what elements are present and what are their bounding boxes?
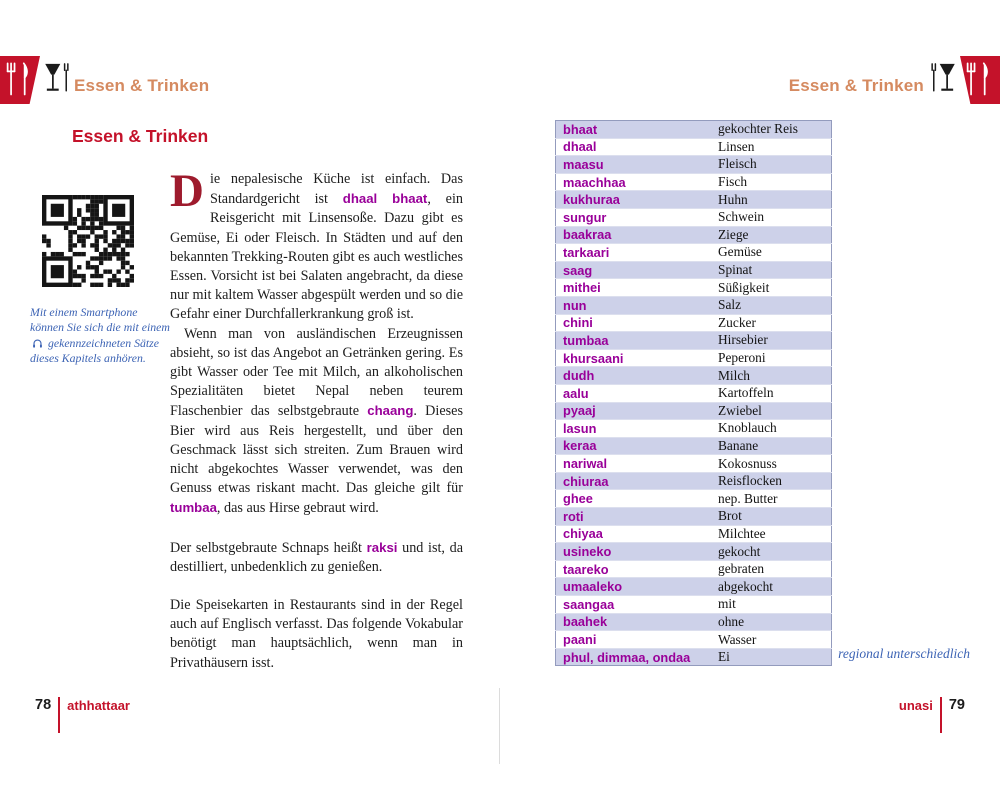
german-translation: Linsen [713,138,832,156]
vocab-table [555,120,832,666]
nepali-word: maachhaa [556,173,714,191]
german-translation: Peperoni [713,349,832,367]
vocab-table-body [556,121,832,666]
nepali-word: pyaaj [556,402,714,420]
nepali-word: keraa [556,437,714,455]
german-translation: Brot [713,508,832,526]
table-row [556,156,832,174]
table-row [556,138,832,156]
table-row [556,508,832,526]
nepali-word: kukhuraa [556,191,714,209]
german-translation: Kartoffeln [713,384,832,402]
german-translation: Schwein [713,208,832,226]
nepali-word: ghee [556,490,714,508]
nepali-word: chiuraa [556,472,714,490]
page-number: 79 [948,697,965,713]
table-row [556,279,832,297]
table-row [556,208,832,226]
table-row [556,613,832,631]
nepali-word: chini [556,314,714,332]
nepali-word: umaaleko [556,578,714,596]
table-row [556,226,832,244]
german-translation: Wasser [713,631,832,649]
german-translation: Ei [713,648,832,666]
paragraph [170,325,463,519]
german-translation: Ziege [713,226,832,244]
page-number-word: unasi [898,698,933,713]
german-translation: Reisflocken [713,472,832,490]
table-row [556,437,832,455]
table-row [556,244,832,262]
footer-divider [58,697,60,733]
nepali-word: nariwal [556,455,714,473]
german-translation: Hirsebier [713,332,832,350]
body-text: und ist, da destilliert, unbedenklich zu genießen. [170,539,463,575]
footer-left [35,697,130,733]
body-text-column [170,165,463,673]
paragraph [170,165,463,325]
drop-cap: D [170,165,204,217]
nepali-word: saag [556,261,714,279]
table-row [556,402,832,420]
nepali-term: dhaal bhaat [342,191,428,207]
german-translation: Süßigkeit [713,279,832,297]
nepali-word: maasu [556,156,714,174]
spread-fold-line [499,688,500,764]
table-row [556,367,832,385]
german-translation: ohne [713,613,832,631]
nepali-word: lasun [556,420,714,438]
page-number-word: athhattaar [67,698,130,713]
red-corner-flag [960,56,1000,104]
nepali-word: chiyaa [556,525,714,543]
nepali-word: dhaal [556,138,714,156]
table-row [556,525,832,543]
chapter-corner-right [926,56,1000,104]
goblet-fork-icon [42,58,70,102]
chapter-title: Essen & Trinken [72,126,209,146]
table-row [556,173,832,191]
table-row [556,631,832,649]
german-translation: mit [713,596,832,614]
qr-caption [30,305,172,367]
nepali-term: raksi [366,539,398,555]
table-row [556,191,832,209]
nepali-word: aalu [556,384,714,402]
table-row [556,543,832,561]
nepali-word: tumbaa [556,332,714,350]
chapter-corner-left [0,56,74,104]
german-translation: Fisch [713,173,832,191]
nepali-word: dudh [556,367,714,385]
nepali-word: paani [556,631,714,649]
german-translation: nep. Butter [713,490,832,508]
table-row [556,560,832,578]
paragraph [170,538,463,577]
nepali-word: khursaani [556,349,714,367]
red-corner-flag [0,56,40,104]
table-row [556,121,832,139]
running-header-left: Essen & Trinken [74,76,210,95]
german-translation: Gemüse [713,244,832,262]
qr-caption-text-after: gekennzeichneten Sätze dieses Kapitels anhören. [30,335,159,366]
nepali-term: tumbaa [170,500,217,516]
footer-right [899,697,965,733]
table-row [556,314,832,332]
body-text: Wenn man von ausländischen Erzeugnissen absieht, so ist das Angebot an Getränken gering. Es gibt Wasser oder Tee mit Milch, an alkoholischen Spezialitäten bietet Nepal neben teurem Flaschenbier das selbstgebraute [170,325,463,420]
table-row [556,332,832,350]
body-text: . Dieses Bier wird aus Reis hergestellt, und über den Geschmack lässt sich streiten. Zum Brauen wird nicht abgekochtes Wasser verwendet, was den Genuss etwas riskant macht. Das gleiche gilt für [170,403,463,497]
body-text: ie nepalesische Küche ist einfach. Das Standardgericht ist [209,171,463,208]
german-translation: Milchtee [713,525,832,543]
german-translation: Fleisch [713,156,832,174]
nepali-word: baahek [556,613,714,631]
german-translation: gekocht [713,543,832,561]
german-translation: gebraten [713,560,832,578]
table-row [556,578,832,596]
footer-divider [940,697,942,733]
body-text: , das aus Hirse gebraut wird. [216,500,379,517]
goblet-fork-icon [930,58,958,102]
german-translation: Salz [713,296,832,314]
regional-note: regional unterschiedlich [838,646,970,661]
page-number: 78 [35,697,52,713]
qr-caption-text-before: Mit einem Smartphone können Sie sich die mit einem [30,305,170,335]
running-header-right: Essen & Trinken [788,76,924,95]
nepali-word: tarkaari [556,244,714,262]
table-row [556,472,832,490]
german-translation: Kokosnuss [713,455,832,473]
fork-knife-icon [963,59,993,100]
qr-code [42,195,134,287]
nepali-word: mithei [556,279,714,297]
body-text: , ein Reisgericht mit Linsensoße. Dazu gibt es Gemüse, Ei oder Fleisch. In Städten und auf den bekannten Trekking-Routen gibt es auch westliches Essen. Vorsicht ist bei Salaten angebracht, da diese nur mit kaltem Wasser abgespült werden und so die Gefahr einer Durchfallerkrankung groß ist. [170,191,463,323]
table-row [556,455,832,473]
nepali-word: baakraa [556,226,714,244]
nepali-word: phul, dimmaa, ondaa [556,648,714,666]
table-row [556,349,832,367]
table-row [556,261,832,279]
nepali-word: roti [556,508,714,526]
nepali-word: taareko [556,560,714,578]
table-row [556,490,832,508]
german-translation: Milch [713,367,832,385]
nepali-word: usineko [556,543,714,561]
paragraph: Die Speisekarten in Restaurants sind in der Regel auch auf Englisch verfasst. Das folgende Vokabular benötigt man hauptsächlich, wenn man in Privathäusern isst. [170,597,463,671]
german-translation: gekochter Reis [713,121,832,139]
german-translation: Banane [713,437,832,455]
german-translation: Zucker [713,314,832,332]
nepali-term: chaang [367,403,414,419]
nepali-word: sungur [556,208,714,226]
table-row [556,648,832,666]
german-translation: abgekocht [713,578,832,596]
table-row [556,384,832,402]
german-translation: Zwiebel [713,402,832,420]
table-row [556,296,832,314]
body-text: Der selbstgebraute Schnaps heißt [170,539,367,556]
fork-knife-icon [3,59,33,100]
german-translation: Huhn [713,191,832,209]
german-translation: Spinat [713,261,832,279]
table-row [556,596,832,614]
nepali-word: bhaat [556,121,714,139]
nepali-word: nun [556,296,714,314]
headphones-icon [32,336,43,351]
nepali-word: saangaa [556,596,714,614]
german-translation: Knoblauch [713,420,832,438]
table-row [556,420,832,438]
